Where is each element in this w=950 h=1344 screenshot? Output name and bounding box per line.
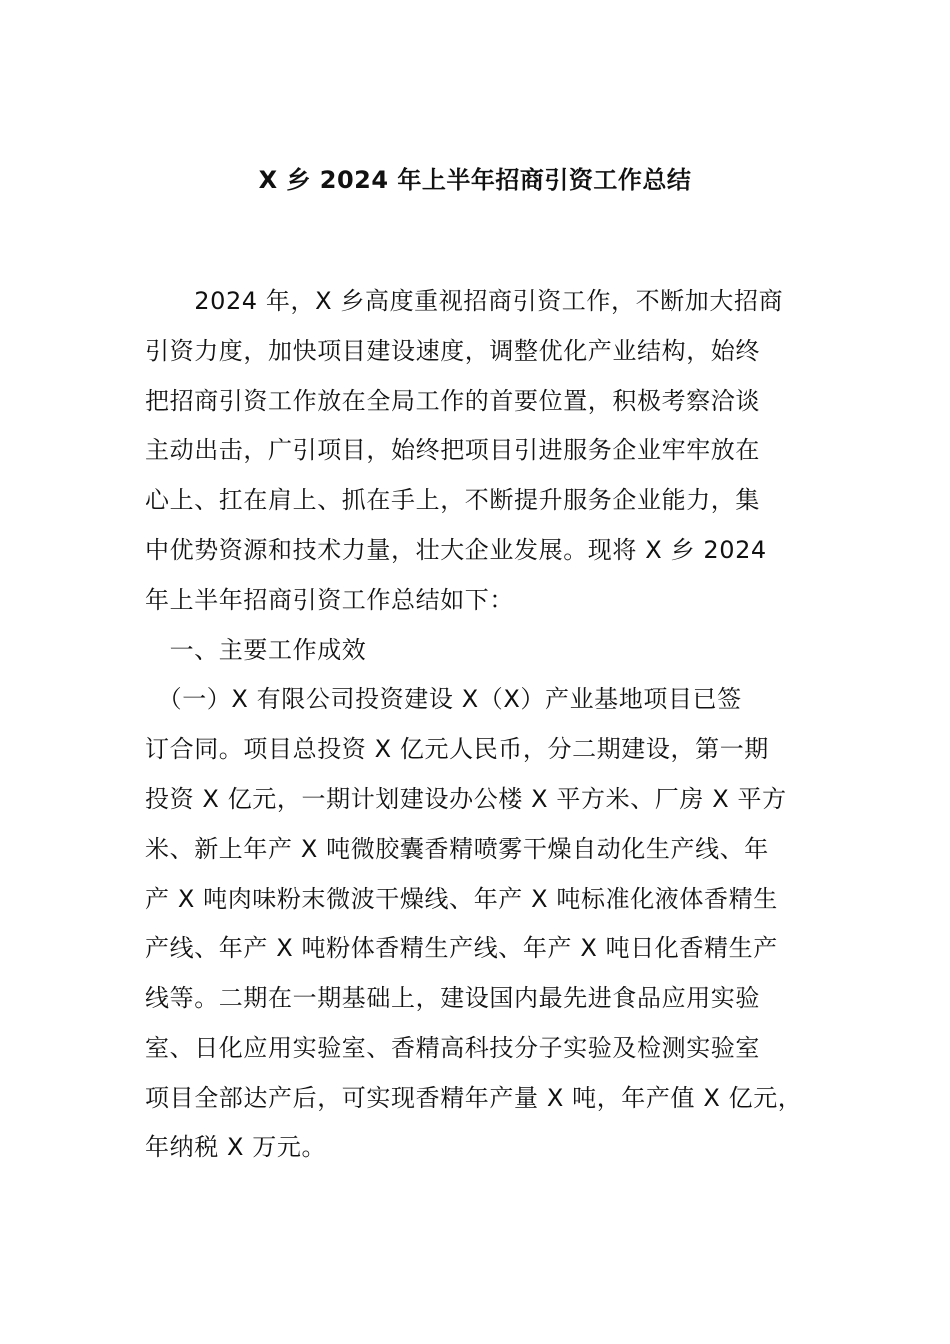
body-line-5: 心上、扛在肩上、抓在手上，不断提升服务企业能力，集 xyxy=(145,486,760,514)
body-line-13: 产 X 吨肉味粉末微波干燥线、年产 X 吨标准化液体香精生 xyxy=(145,885,778,913)
body-line-6: 中优势资源和技术力量，壮大企业发展。现将 X 乡 2024 xyxy=(145,536,767,564)
subsection-heading-1: （一）X 有限公司投资建设 X（X）产业基地项目已签 xyxy=(145,685,742,713)
body-line-1: 2024 年，X 乡高度重视招商引资工作，不断加大招商 xyxy=(145,287,784,315)
body-line-17: 项目全部达产后，可实现香精年产量 X 吨，年产值 X 亿元， xyxy=(145,1084,803,1112)
document-title: X 乡 2024 年上半年招商引资工作总结 xyxy=(258,166,692,194)
section-heading-1: 一、主要工作成效 xyxy=(145,636,367,664)
body-line-18: 年纳税 X 万元。 xyxy=(145,1133,327,1161)
body-line-7: 年上半年招商引资工作总结如下： xyxy=(145,586,514,614)
body-line-10: 订合同。项目总投资 X 亿元人民币，分二期建设，第一期 xyxy=(145,735,769,763)
body-line-14: 产线、年产 X 吨粉体香精生产线、年产 X 吨日化香精生产 xyxy=(145,934,778,962)
body-line-3: 把招商引资工作放在全局工作的首要位置，积极考察洽谈 xyxy=(145,387,760,415)
body-line-2: 引资力度，加快项目建设速度，调整优化产业结构，始终 xyxy=(145,337,760,365)
body-line-16: 室、日化应用实验室、香精高科技分子实验及检测实验室 xyxy=(145,1034,760,1062)
body-line-12: 米、新上年产 X 吨微胶囊香精喷雾干燥自动化生产线、年 xyxy=(145,835,769,863)
body-line-4: 主动出击，广引项目，始终把项目引进服务企业牢牢放在 xyxy=(145,436,760,464)
body-line-15: 线等。二期在一期基础上，建设国内最先进食品应用实验 xyxy=(145,984,760,1012)
body-line-11: 投资 X 亿元，一期计划建设办公楼 X 平方米、厂房 X 平方 xyxy=(145,785,787,813)
